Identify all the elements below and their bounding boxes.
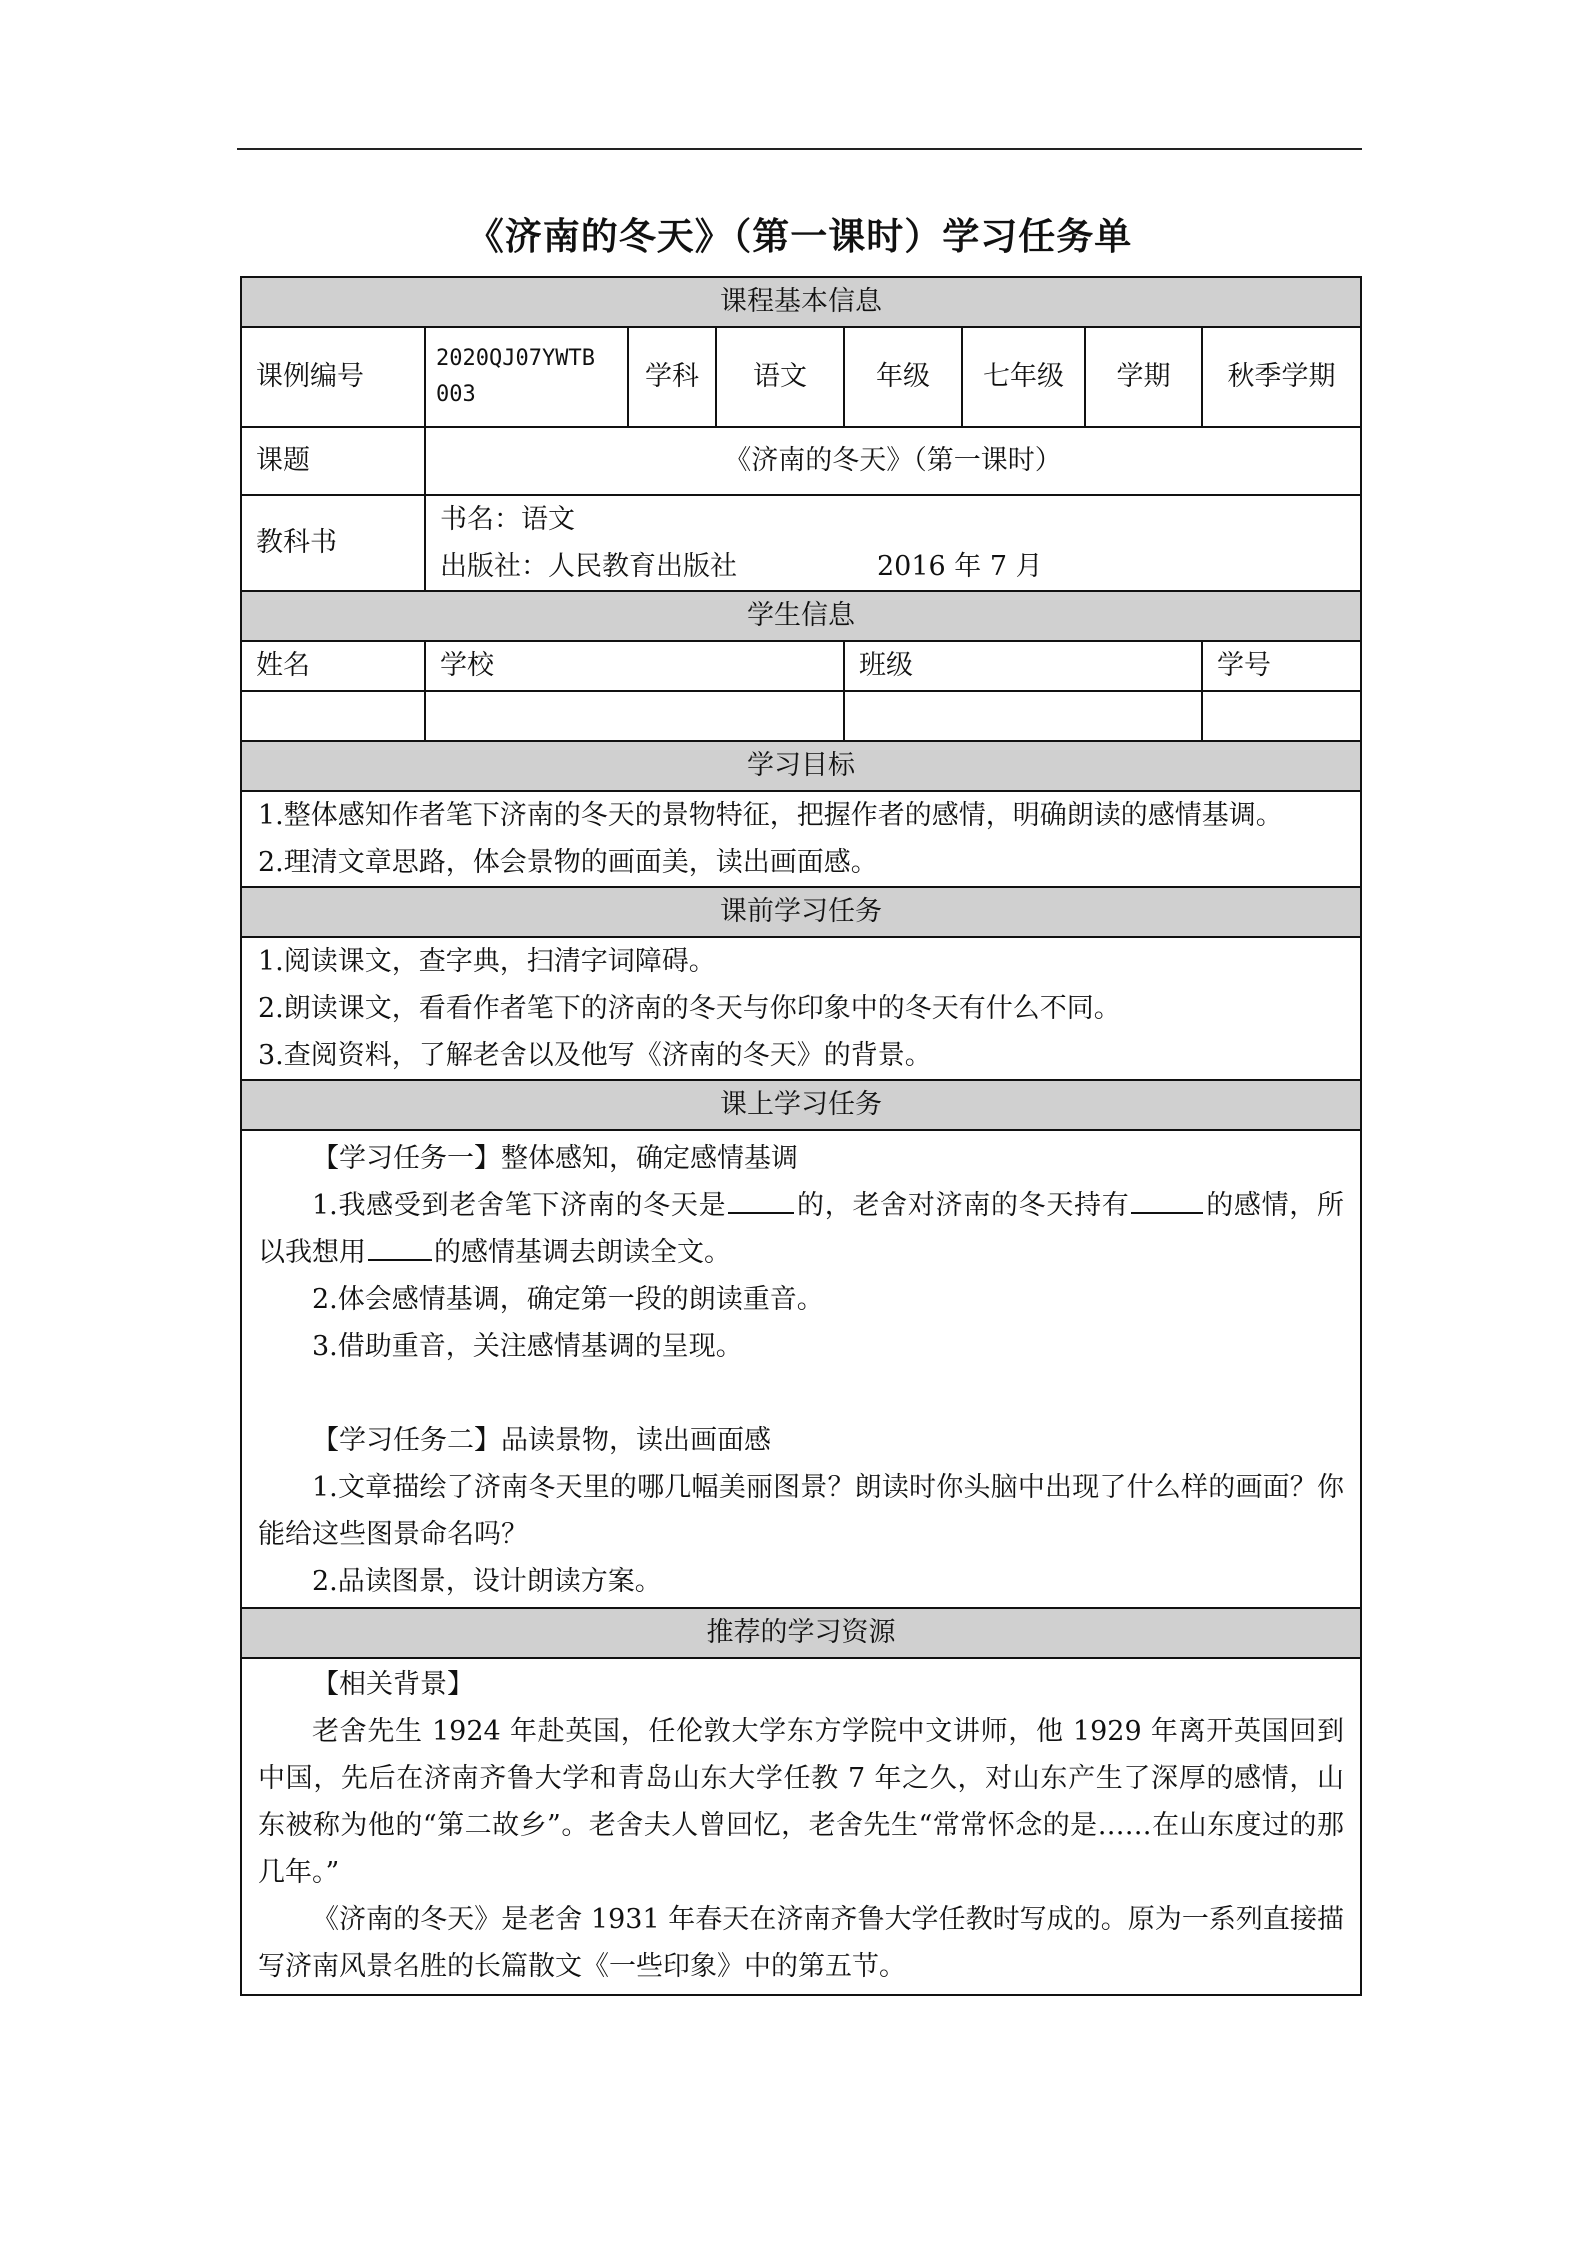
book-name: 书名：语文 (440, 504, 575, 535)
course-id-label: 课例编号 (241, 327, 425, 427)
student-school-label: 学校 (425, 641, 844, 691)
book-publisher: 出版社：人民教育出版社 (440, 551, 737, 582)
class-tasks-body (241, 1130, 1361, 1608)
resources-paragraph: 《济南的冬天》是老舍 1931 年春天在济南齐鲁大学任教时写成的。原为一系列直接描写济南风景名胜的长篇散文《一些印象》中的第五节。 (258, 1904, 1344, 1982)
answer-blank-3[interactable] (368, 1229, 432, 1261)
grade-value: 七年级 (962, 327, 1085, 427)
task1-item2: 2.体会感情基调，确定第一段的朗读重音。 (312, 1284, 824, 1315)
student-number-field[interactable] (1202, 691, 1361, 741)
topic-value: 《济南的冬天》（第一课时） (425, 427, 1361, 495)
task1-heading: 【学习任务一】整体感知，确定感情基调 (312, 1143, 798, 1174)
pre-task-item: 2.朗读课文，看看作者笔下的济南的冬天与你印象中的冬天有什么不同。 (258, 993, 1121, 1024)
goal-item: 1.整体感知作者笔下济南的冬天的景物特征，把握作者的感情，明确朗读的感情基调。 (258, 800, 1283, 831)
section-course-info: 课程基本信息 (241, 277, 1361, 327)
subject-value: 语文 (716, 327, 844, 427)
section-resources: 推荐的学习资源 (241, 1608, 1361, 1658)
term-label: 学期 (1085, 327, 1202, 427)
textbook-label: 教科书 (241, 495, 425, 591)
subject-label: 学科 (628, 327, 716, 427)
task1-item1: 1.我感受到老舍笔下济南的冬天是 的，老舍对济南的冬天持有 的感情，所以我想用 的感情基调去朗读全文。 (258, 1182, 1344, 1276)
student-name-label: 姓名 (241, 641, 425, 691)
student-class-field[interactable] (844, 691, 1202, 741)
course-id-value: 2020QJ07YWTB 003 (425, 327, 628, 427)
book-date: 2016 年 7 月 (877, 551, 1043, 582)
task1-item3: 3.借助重音，关注感情基调的呈现。 (312, 1331, 743, 1362)
document-title: 《济南的冬天》（第一课时）学习任务单 (466, 214, 1133, 258)
resources-paragraph: 老舍先生 1924 年赴英国，任伦敦大学东方学院中文讲师，他 1929 年离开英国回到中国，先后在济南齐鲁大学和青岛山东大学任教 7 年之久，对山东产生了深厚的感情，山东被称为他的“第二故乡”。老舍夫人曾回忆，老舍先生“常常怀念的是……在山东度过的那几年。” (258, 1716, 1344, 1888)
goals-list (241, 791, 1361, 887)
section-goals: 学习目标 (241, 741, 1361, 791)
goal-item: 2.理清文章思路，体会景物的画面美，读出画面感。 (258, 847, 878, 878)
task-sheet-table (240, 276, 1362, 1996)
student-school-field[interactable] (425, 691, 844, 741)
section-student-info: 学生信息 (241, 591, 1361, 641)
resources-heading: 【相关背景】 (312, 1669, 474, 1700)
section-pre-tasks: 课前学习任务 (241, 887, 1361, 937)
answer-blank-2[interactable] (1131, 1182, 1203, 1214)
student-name-field[interactable] (241, 691, 425, 741)
student-class-label: 班级 (844, 641, 1202, 691)
pre-task-item: 1.阅读课文，查字典，扫清字词障碍。 (258, 946, 716, 977)
student-number-label: 学号 (1202, 641, 1361, 691)
section-class-tasks: 课上学习任务 (241, 1080, 1361, 1130)
grade-label: 年级 (844, 327, 962, 427)
pre-tasks-list (241, 937, 1361, 1080)
pre-task-item: 3.查阅资料，了解老舍以及他写《济南的冬天》的背景。 (258, 1040, 932, 1071)
answer-blank-1[interactable] (728, 1182, 794, 1214)
topic-label: 课题 (241, 427, 425, 495)
textbook-info (425, 495, 1361, 591)
resources-body (241, 1658, 1361, 1995)
header-rule (237, 148, 1362, 150)
task2-item1: 1.文章描绘了济南冬天里的哪几幅美丽图景？朗读时你头脑中出现了什么样的画面？你能给这些图景命名吗？ (258, 1472, 1344, 1550)
task2-item2: 2.品读图景，设计朗读方案。 (312, 1566, 662, 1597)
term-value: 秋季学期 (1202, 327, 1361, 427)
task2-heading: 【学习任务二】品读景物，读出画面感 (312, 1425, 771, 1456)
